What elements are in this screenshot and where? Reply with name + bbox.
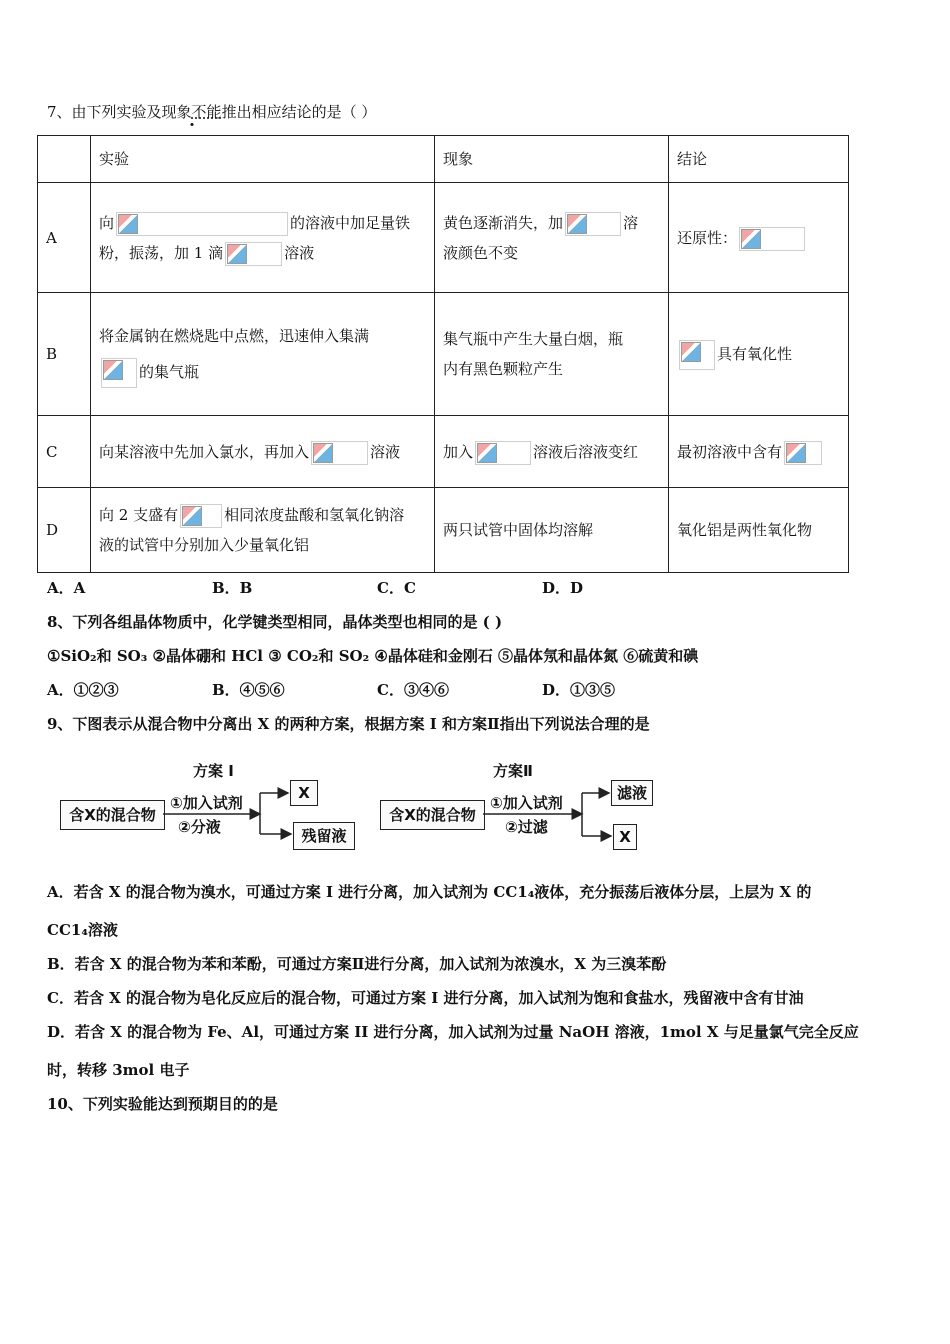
formula-image-placeholder bbox=[180, 504, 222, 528]
broken-image-icon bbox=[681, 342, 701, 362]
text: 将金属钠在燃烧匙中点燃，迅速伸入集满 bbox=[99, 326, 370, 345]
option-d[interactable]: D．D bbox=[542, 579, 584, 597]
row-phenomenon bbox=[435, 293, 669, 416]
broken-image-icon bbox=[567, 214, 587, 234]
broken-image-icon bbox=[313, 443, 333, 463]
step2-label-2: ②过滤 bbox=[505, 818, 548, 836]
option-b[interactable]: B．④⑤⑥ bbox=[212, 681, 285, 699]
row-label: A bbox=[38, 183, 91, 293]
table-row bbox=[38, 183, 849, 293]
separation-scheme-diagram bbox=[50, 748, 680, 858]
broken-image-icon bbox=[477, 443, 497, 463]
q9-option-a-line1[interactable]: A．若含 X 的混合物为溴水，可通过方案 I 进行分离，加入试剂为 CC1₄液体，充分振荡后液体分层，上层为 X 的 bbox=[47, 883, 812, 901]
formula-image-placeholder bbox=[116, 212, 288, 236]
row-experiment bbox=[91, 183, 435, 293]
row-experiment bbox=[91, 293, 435, 416]
text: 加入 bbox=[443, 442, 474, 461]
q9-option-b[interactable]: B．若含 X 的混合物为苯和苯酚，可通过方案Ⅱ进行分离，加入试剂为浓溴水，X 为三溴苯酚 bbox=[47, 955, 667, 973]
formula-image-placeholder bbox=[101, 358, 137, 388]
step1-label-1: ①加入试剂 bbox=[170, 794, 243, 812]
header-empty-cell bbox=[38, 136, 91, 183]
mixture-box-1: 含X的混合物 bbox=[60, 800, 165, 830]
formula-image-placeholder bbox=[739, 227, 805, 251]
row-label: B bbox=[38, 293, 91, 416]
residue-box: 残留液 bbox=[293, 822, 355, 850]
text: 具有氧化性 bbox=[717, 344, 793, 363]
table-header-row bbox=[38, 136, 849, 183]
table-row bbox=[38, 416, 849, 488]
step1-label-2: ①加入试剂 bbox=[490, 794, 563, 812]
option-c[interactable]: C．C bbox=[377, 579, 416, 597]
row-label: D bbox=[38, 488, 91, 573]
broken-image-icon bbox=[227, 244, 247, 264]
broken-image-icon bbox=[182, 506, 202, 526]
text: 黄色逐渐消失，加 bbox=[443, 213, 564, 232]
option-d[interactable]: D．①③⑤ bbox=[542, 681, 616, 699]
q8-items: ①SiO₂和 SO₃ ②晶体硼和 HCl ③ CO₂和 SO₂ ④晶体硅和金刚石 ⑤晶体氖和晶体氮 ⑥硫黄和碘 bbox=[47, 647, 699, 665]
q7-table bbox=[37, 135, 849, 573]
text: 内有黑色颗粒产生 bbox=[443, 360, 564, 378]
row-conclusion: 氧化铝是两性氧化物 bbox=[669, 488, 849, 573]
q10-stem: 10、下列实验能达到预期目的的是 bbox=[47, 1095, 278, 1113]
text: 向某溶液中先加入氯水，再加入 bbox=[99, 442, 310, 461]
text: 向 2 支盛有 bbox=[99, 506, 179, 524]
text: 液颜色不变 bbox=[443, 243, 519, 262]
q7-prefix: 7、由下列实验及现象 bbox=[47, 103, 192, 121]
text: 的溶液中加足量铁 bbox=[290, 213, 411, 232]
q9-option-d-line1[interactable]: D．若含 X 的混合物为 Fe、Al，可通过方案 II 进行分离，加入试剂为过量 NaOH 溶液，1mol X 与足量氯气完全反应 bbox=[47, 1023, 859, 1041]
option-b[interactable]: B．B bbox=[212, 579, 253, 597]
text: 还原性： bbox=[677, 228, 738, 247]
header-conclusion: 结论 bbox=[669, 136, 849, 183]
formula-image-placeholder bbox=[784, 441, 822, 465]
x-box-2: X bbox=[613, 824, 637, 850]
q7-emphasis: 不能 bbox=[191, 103, 222, 121]
header-experiment: 实验 bbox=[91, 136, 435, 183]
text: 的集气瓶 bbox=[139, 362, 200, 381]
broken-image-icon bbox=[118, 214, 138, 234]
formula-image-placeholder bbox=[565, 212, 621, 236]
filtrate-box: 滤液 bbox=[611, 780, 653, 806]
text: 液的试管中分别加入少量氧化铝 bbox=[99, 536, 310, 554]
table-row bbox=[38, 293, 849, 416]
x-box-1: X bbox=[290, 780, 318, 806]
formula-image-placeholder bbox=[475, 441, 531, 465]
text: 最初溶液中含有 bbox=[677, 442, 783, 461]
scheme-1-title: 方案 I bbox=[193, 762, 234, 780]
scheme-2-title: 方案Ⅱ bbox=[493, 762, 533, 780]
step2-label-1: ②分液 bbox=[178, 818, 221, 836]
broken-image-icon bbox=[786, 443, 806, 463]
header-phenomenon: 现象 bbox=[435, 136, 669, 183]
row-conclusion bbox=[669, 416, 849, 488]
text: 溶液 bbox=[370, 442, 401, 461]
table-row bbox=[38, 488, 849, 573]
option-a[interactable]: A．A bbox=[47, 579, 86, 597]
q9-option-c[interactable]: C．若含 X 的混合物为皂化反应后的混合物，可通过方案 I 进行分离，加入试剂为饱和食盐水，残留液中含有甘油 bbox=[47, 989, 804, 1007]
row-conclusion bbox=[669, 183, 849, 293]
broken-image-icon bbox=[741, 229, 761, 249]
q7-suffix: 推出相应结论的是（ ） bbox=[221, 103, 377, 121]
row-phenomenon bbox=[435, 416, 669, 488]
row-conclusion bbox=[669, 293, 849, 416]
row-label: C bbox=[38, 416, 91, 488]
text: 溶液 bbox=[284, 243, 315, 262]
text: 集气瓶中产生大量白烟，瓶 bbox=[443, 330, 624, 348]
diagram-arrows bbox=[50, 748, 680, 858]
row-phenomenon bbox=[435, 183, 669, 293]
row-experiment bbox=[91, 488, 435, 573]
q8-stem: 8、下列各组晶体物质中，化学键类型相同，晶体类型也相同的是 ( ) bbox=[47, 613, 503, 631]
formula-image-placeholder bbox=[311, 441, 368, 465]
broken-image-icon bbox=[103, 360, 123, 380]
q7-stem bbox=[47, 101, 376, 122]
text: 溶液后溶液变红 bbox=[533, 442, 639, 461]
formula-image-placeholder bbox=[225, 242, 282, 266]
text: 相同浓度盐酸和氢氧化钠溶 bbox=[224, 506, 405, 524]
option-c[interactable]: C．③④⑥ bbox=[377, 681, 449, 699]
row-experiment bbox=[91, 416, 435, 488]
mixture-box-2: 含X的混合物 bbox=[380, 800, 485, 830]
formula-image-placeholder bbox=[679, 340, 715, 370]
row-phenomenon: 两只试管中固体均溶解 bbox=[435, 488, 669, 573]
text: 溶 bbox=[623, 213, 639, 232]
text: 粉，振荡，加 1 滴 bbox=[99, 243, 224, 262]
text: 向 bbox=[99, 213, 115, 232]
q9-option-a-line2: CC1₄溶液 bbox=[47, 921, 118, 939]
q9-stem: 9、下图表示从混合物中分离出 X 的两种方案，根据方案 I 和方案Ⅱ指出下列说法合理的是 bbox=[47, 715, 650, 733]
q9-option-d-line2: 时，转移 3mol 电子 bbox=[47, 1061, 190, 1079]
option-a[interactable]: A．①②③ bbox=[47, 681, 119, 699]
